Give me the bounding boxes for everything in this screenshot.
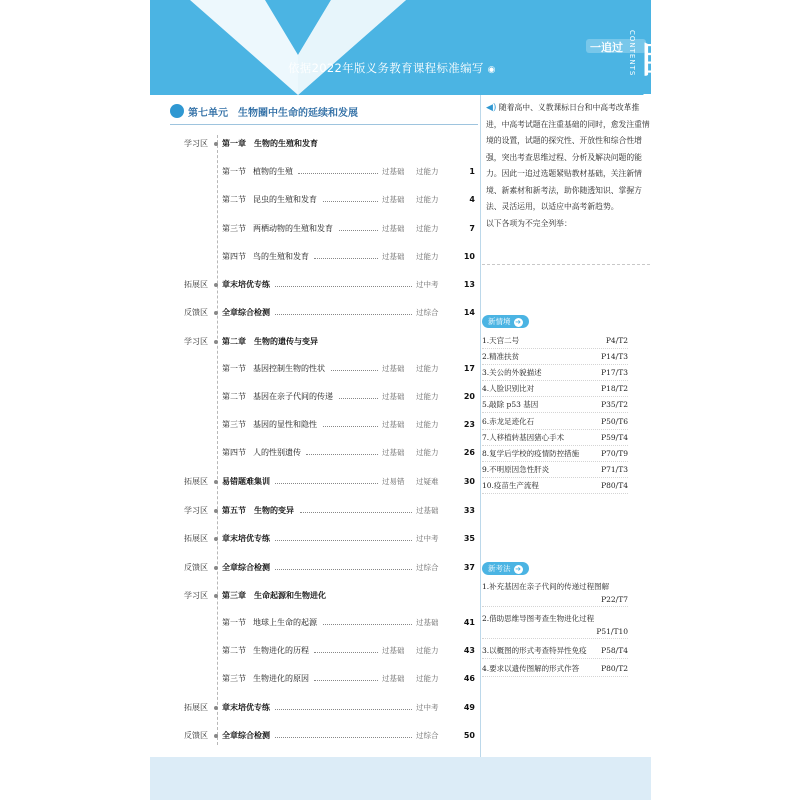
toc-page-number: 49 xyxy=(463,703,475,712)
divider xyxy=(170,124,478,125)
toc-tag: 过易错 xyxy=(382,477,405,486)
item-ref: P58/T4 xyxy=(601,646,628,655)
toc-area-label: 反馈区 xyxy=(184,731,208,740)
toc-chapter-label: 章末培优专练 xyxy=(222,280,270,289)
toc-section-number: 第一节 xyxy=(222,167,246,176)
toc-section-row[interactable] xyxy=(150,250,480,264)
toc-page-number: 10 xyxy=(463,252,475,261)
new-method-item xyxy=(482,644,628,659)
leader-dots xyxy=(275,540,412,541)
leader-dots xyxy=(300,512,412,513)
toc-section-title: 两栖动物的生殖和发育 xyxy=(253,224,333,233)
toc-section-row[interactable] xyxy=(150,362,480,376)
toc-section-row[interactable] xyxy=(150,446,480,460)
intro-text: ◀) 随着高中、义教课标日台和中高考改革推进，中高考试题在注重基础的同时，愈发注重情境的设置，试题的探究性、开放性和综合性增强，突出考查思维过程、分析及解决问题的能力。因此一追过选题紧贴教材基础，关注新情境、新素材和新考法，助你随透知识、掌握方法、灵活运用，以适应中高考新趋势。 以下各项为不完全列举： xyxy=(486,103,650,228)
item-ref: P80/T2 xyxy=(601,664,628,673)
item-text: 10.疫苗生产流程 xyxy=(482,480,539,490)
header-subtitle: 依据2022年版义务教育课程标准编写 ◉ xyxy=(288,61,496,75)
toc-page-number: 14 xyxy=(463,308,475,317)
bullet-icon xyxy=(214,311,218,315)
bullet-icon xyxy=(214,706,218,710)
page-title: 目录 xyxy=(638,40,675,132)
toc-tag: 过基础 xyxy=(382,167,405,176)
toc-chapter-label: 章末培优专练 xyxy=(222,534,270,543)
leader-dots xyxy=(339,398,378,399)
item-text: 2.借助思维导图考查生物进化过程 xyxy=(482,614,595,623)
item-text: 1.补充基因在亲子代间的传递过程图解 xyxy=(482,582,610,591)
toc-chapter-row[interactable] xyxy=(150,504,480,518)
toc-area-label: 反馈区 xyxy=(184,563,208,572)
leader-dots xyxy=(323,426,378,427)
toc-tag: 过疑难 xyxy=(416,477,439,486)
toc-chapter-row[interactable] xyxy=(150,561,480,575)
new-method-item xyxy=(482,612,628,639)
toc-section-number: 第三节 xyxy=(222,224,246,233)
toc-section-row[interactable] xyxy=(150,165,480,179)
toc-chapter-label: 第五节 生物的变异 xyxy=(222,506,294,515)
toc-section-title: 基因控制生物的性状 xyxy=(253,364,325,373)
leader-dots xyxy=(275,483,378,484)
bullet-icon xyxy=(214,340,218,344)
toc-chapter-label: 第二章 生物的遗传与变异 xyxy=(222,337,318,346)
toc-section-title: 鸟的生殖和发育 xyxy=(253,252,309,261)
bullet-icon xyxy=(214,537,218,541)
leader-dots xyxy=(339,230,378,231)
item-ref: P18/T2 xyxy=(601,384,628,394)
new-method-item xyxy=(482,662,628,677)
toc-section-row[interactable] xyxy=(150,390,480,404)
toc-page-number: 46 xyxy=(463,674,475,683)
toc-area-label: 拓展区 xyxy=(184,280,208,289)
toc-page-number: 37 xyxy=(463,563,475,572)
item-ref: P59/T4 xyxy=(601,432,628,442)
item-ref: P14/T3 xyxy=(601,352,628,362)
toc-tag: 过基础 xyxy=(382,195,405,204)
item-ref: P70/T9 xyxy=(601,448,628,458)
footer-band xyxy=(150,757,651,800)
item-text: 9.不明原因急性肝炎 xyxy=(482,464,550,474)
toc-tag: 过基础 xyxy=(382,448,405,457)
new-context-badge: 新情境 ➜ xyxy=(482,315,529,328)
toc-section-title: 人的性别遗传 xyxy=(253,448,301,457)
item-ref: P71/T3 xyxy=(601,464,628,474)
toc-chapter-label: 全章综合检测 xyxy=(222,731,270,740)
toc-section-number: 第二节 xyxy=(222,646,246,655)
toc-area-label: 学习区 xyxy=(184,506,208,515)
column-divider xyxy=(480,95,481,757)
svg-text:一追过: 一追过 xyxy=(590,41,623,54)
toc-chapter-label: 第一章 生物的生殖和发育 xyxy=(222,139,318,148)
toc-chapter-row[interactable] xyxy=(150,335,480,349)
toc-page-number: 41 xyxy=(463,618,475,627)
toc-tag: 过能力 xyxy=(416,420,439,429)
toc-chapter-label: 章末培优专练 xyxy=(222,703,270,712)
toc-section-title: 生物进化的历程 xyxy=(253,646,309,655)
toc-page-number: 30 xyxy=(463,477,475,486)
leader-dots xyxy=(314,680,378,681)
new-context-item xyxy=(482,431,628,446)
bullet-icon xyxy=(214,509,218,513)
item-text: 3.以概图的形式考查特异性免疫 xyxy=(482,646,587,655)
bullet-icon xyxy=(214,734,218,738)
leader-dots xyxy=(314,652,378,653)
new-context-item xyxy=(482,415,628,430)
new-context-item xyxy=(482,398,628,413)
toc-page-number: 4 xyxy=(469,195,475,204)
toc-page-number: 26 xyxy=(463,448,475,457)
item-text: 2.精准扶贫 xyxy=(482,352,520,362)
toc-chapter-row[interactable] xyxy=(150,729,480,743)
bullet-icon xyxy=(214,283,218,287)
toc-area-label: 拓展区 xyxy=(184,477,208,486)
bullet-icon xyxy=(214,566,218,570)
leader-dots xyxy=(298,173,378,174)
new-context-item xyxy=(482,334,628,349)
bullet-icon xyxy=(214,480,218,484)
toc-section-row[interactable] xyxy=(150,193,480,207)
new-context-item xyxy=(482,366,628,381)
toc-chapter-row[interactable] xyxy=(150,589,480,603)
toc-page-number: 23 xyxy=(463,420,475,429)
toc-tag: 过能力 xyxy=(416,646,439,655)
header-decoration xyxy=(150,0,651,95)
item-ref: P35/T2 xyxy=(601,400,628,410)
toc-chapter-row[interactable] xyxy=(150,278,480,292)
toc-section-row[interactable] xyxy=(150,418,480,432)
new-method-badge: 新考法 ➜ xyxy=(482,562,529,575)
toc-section-number: 第二节 xyxy=(222,195,246,204)
brand-logo-icon xyxy=(586,35,646,57)
toc-tag: 过基础 xyxy=(416,618,439,627)
arrow-icon: ➜ xyxy=(515,317,521,326)
unit-badge-icon xyxy=(170,104,184,118)
bullet-icon xyxy=(214,594,218,598)
leader-dots xyxy=(275,569,412,570)
toc-section-row[interactable] xyxy=(150,616,480,630)
toc-tag: 过能力 xyxy=(416,364,439,373)
new-method-item xyxy=(482,580,628,607)
toc-tag: 过基础 xyxy=(416,506,439,515)
leader-dots xyxy=(323,624,412,625)
toc-tag: 过能力 xyxy=(416,674,439,683)
toc-tag: 过综合 xyxy=(416,731,439,740)
toc-tag: 过基础 xyxy=(382,364,405,373)
toc-section-title: 昆虫的生殖和发育 xyxy=(253,195,317,204)
leader-dots xyxy=(275,709,412,710)
new-context-item xyxy=(482,479,628,494)
item-ref: P51/T10 xyxy=(596,627,628,636)
item-text: 6.赤龙足迹化石 xyxy=(482,416,535,426)
page xyxy=(150,0,675,800)
leader-dots xyxy=(275,737,412,738)
toc-tag: 过能力 xyxy=(416,224,439,233)
toc-tag: 过基础 xyxy=(382,392,405,401)
toc-tag: 过综合 xyxy=(416,308,439,317)
toc-section-row[interactable] xyxy=(150,644,480,658)
item-text: 4.人脸识别比对 xyxy=(482,384,535,394)
toc-section-title: 基因在亲子代间的传递 xyxy=(253,392,333,401)
toc-tag: 过中考 xyxy=(416,534,439,543)
toc-page-number: 43 xyxy=(463,646,475,655)
toc-area-label: 学习区 xyxy=(184,337,208,346)
toc-page-number: 33 xyxy=(463,506,475,515)
toc-section-number: 第四节 xyxy=(222,448,246,457)
toc-tag: 过能力 xyxy=(416,252,439,261)
toc-page-number: 20 xyxy=(463,392,475,401)
toc-area-label: 学习区 xyxy=(184,591,208,600)
toc-section-number: 第一节 xyxy=(222,364,246,373)
toc-area-label: 学习区 xyxy=(184,139,208,148)
toc-chapter-row[interactable] xyxy=(150,701,480,715)
toc-chapter-row[interactable] xyxy=(150,137,480,151)
contents-label: CONTENTS xyxy=(628,30,636,77)
unit-title: 第七单元 生物圈中生命的延续和发展 xyxy=(170,104,358,118)
toc-section-number: 第三节 xyxy=(222,420,246,429)
toc-tag: 过能力 xyxy=(416,167,439,176)
new-context-item xyxy=(482,350,628,365)
toc-section-number: 第四节 xyxy=(222,252,246,261)
leader-dots xyxy=(323,201,378,202)
arrow-icon: ➜ xyxy=(515,564,521,573)
item-ref: P80/T4 xyxy=(601,480,628,490)
item-text: 7.人移植转基因猪心手术 xyxy=(482,432,565,442)
toc-page-number: 17 xyxy=(463,364,475,373)
item-ref: P17/T3 xyxy=(601,368,628,378)
new-context-item xyxy=(482,382,628,397)
leader-dots xyxy=(314,258,378,259)
toc-tag: 过基础 xyxy=(382,252,405,261)
item-text: 4.要求以遗传图解的形式作答 xyxy=(482,664,580,673)
toc-chapter-label: 全章综合检测 xyxy=(222,563,270,572)
toc-section-number: 第二节 xyxy=(222,392,246,401)
toc-section-title: 地球上生命的起源 xyxy=(253,618,317,627)
toc-tag: 过基础 xyxy=(382,646,405,655)
toc-area-label: 反馈区 xyxy=(184,308,208,317)
toc-chapter-label: 全章综合检测 xyxy=(222,308,270,317)
toc-page-number: 50 xyxy=(463,731,475,740)
toc-page-number: 35 xyxy=(463,534,475,543)
toc-tag: 过综合 xyxy=(416,563,439,572)
intro-note: 以下各项为不完全列举： xyxy=(486,218,572,228)
toc-section-title: 植物的生殖 xyxy=(253,167,293,176)
toc-tag: 过能力 xyxy=(416,195,439,204)
item-text: 8.复学后学校的疫情防控措施 xyxy=(482,448,580,458)
toc-tag: 过基础 xyxy=(382,224,405,233)
toc-tag: 过基础 xyxy=(382,420,405,429)
new-context-item xyxy=(482,447,628,462)
toc-tag: 过能力 xyxy=(416,392,439,401)
toc-page-number: 7 xyxy=(469,224,475,233)
leader-dots xyxy=(275,286,412,287)
toc-chapter-label: 易错题难集训 xyxy=(222,477,270,486)
leader-dots xyxy=(306,454,378,455)
item-ref: P22/T7 xyxy=(601,595,628,604)
toc-section-row[interactable] xyxy=(150,672,480,686)
toc-page-number: 13 xyxy=(463,280,475,289)
toc-chapter-row[interactable] xyxy=(150,532,480,546)
toc-section-title: 生物进化的原因 xyxy=(253,674,309,683)
item-ref: P4/T2 xyxy=(605,336,628,345)
toc-tag: 过中考 xyxy=(416,703,439,712)
toc-page-number: 1 xyxy=(469,167,475,176)
toc-area-label: 拓展区 xyxy=(184,534,208,543)
toc-chapter-row[interactable] xyxy=(150,475,480,489)
leader-dots xyxy=(331,370,378,371)
item-text: 1.天宫二号 xyxy=(482,336,520,345)
toc-tag: 过中考 xyxy=(416,280,439,289)
toc-area-label: 拓展区 xyxy=(184,703,208,712)
toc-tag: 过能力 xyxy=(416,448,439,457)
item-text: 3.关公的外貌描述 xyxy=(482,368,542,378)
toc-chapter-label: 第三章 生命起源和生物进化 xyxy=(222,591,326,600)
toc-section-title: 基因的显性和隐性 xyxy=(253,420,317,429)
new-context-item xyxy=(482,463,628,478)
toc-section-number: 第三节 xyxy=(222,674,246,683)
item-ref: P50/T6 xyxy=(601,416,628,426)
toc-chapter-row[interactable] xyxy=(150,306,480,320)
speaker-icon: ◀) xyxy=(486,103,497,113)
toc-section-row[interactable] xyxy=(150,222,480,236)
leader-dots xyxy=(275,314,412,315)
item-text: 5.敲除 p53 基因 xyxy=(482,400,539,410)
toc-tag: 过基础 xyxy=(382,674,405,683)
toc-section-number: 第一节 xyxy=(222,618,246,627)
bullet-icon xyxy=(214,142,218,146)
